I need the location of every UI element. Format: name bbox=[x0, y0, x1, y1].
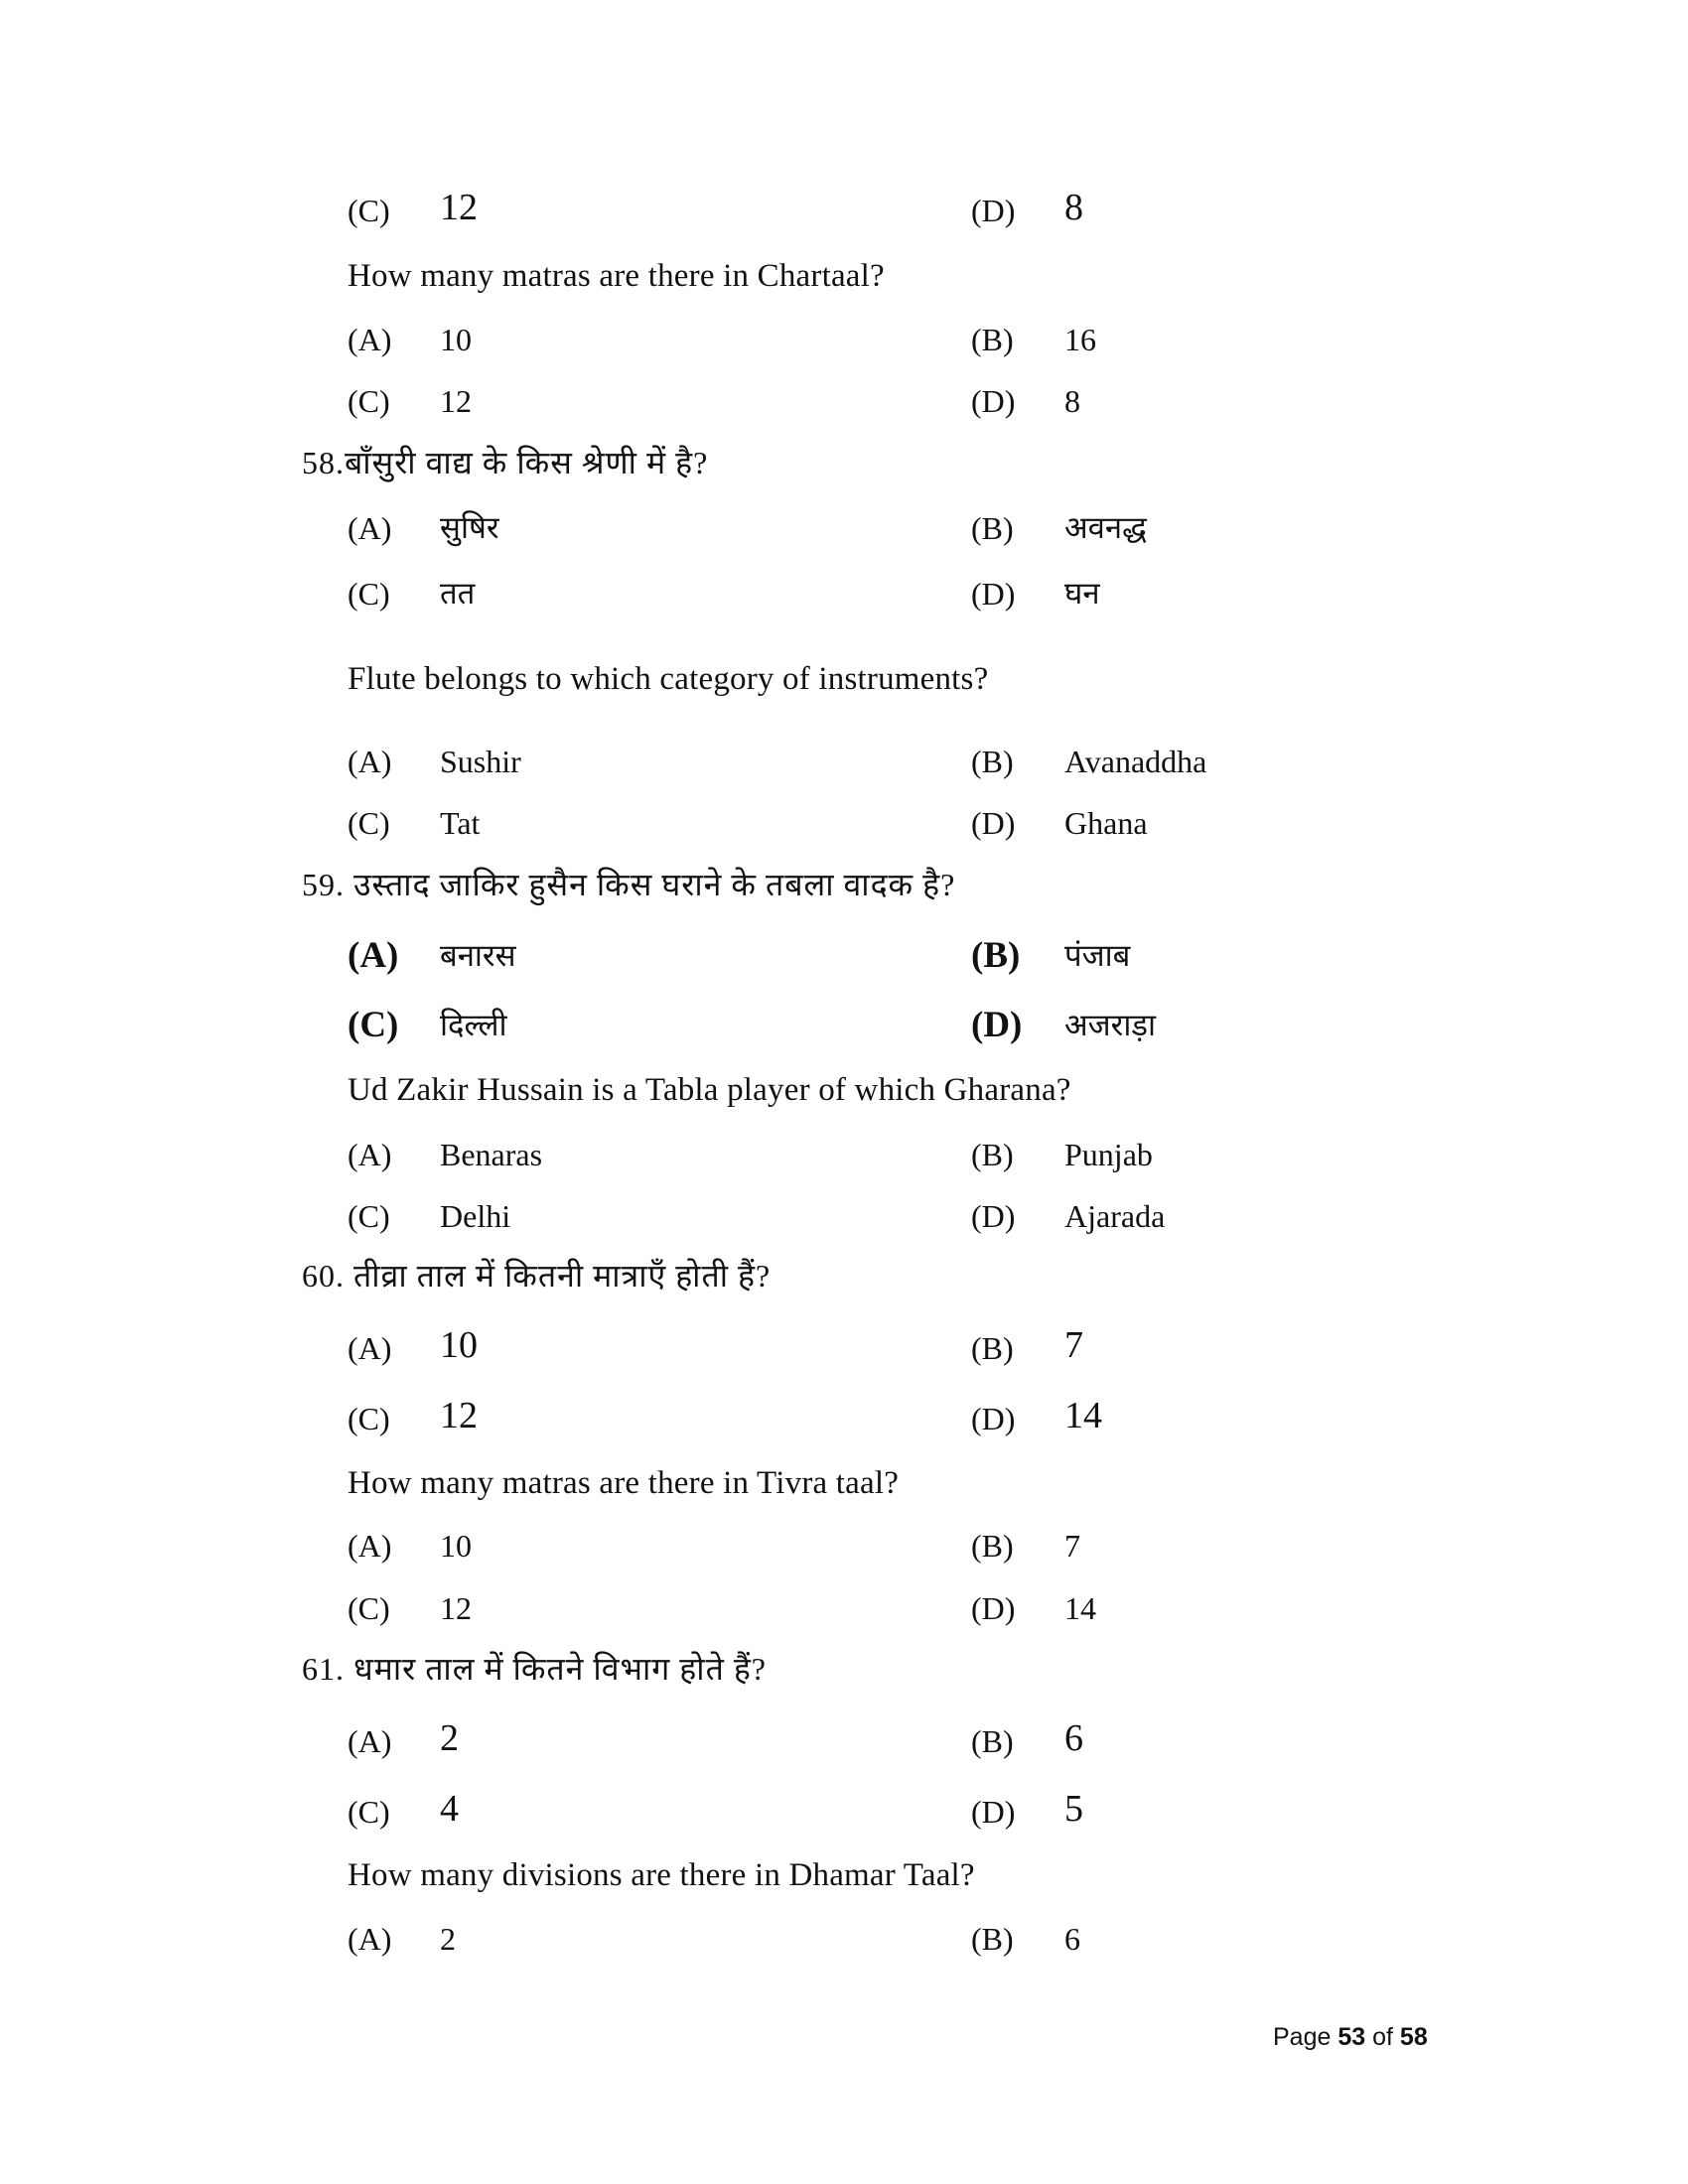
option-value: 8 bbox=[1064, 383, 1080, 419]
option-label: (A) bbox=[348, 1137, 392, 1172]
option-row bbox=[0, 807, 1688, 851]
option-label: (D) bbox=[971, 1005, 1023, 1045]
option-label: (A) bbox=[348, 1723, 392, 1759]
option-label: (C) bbox=[348, 1590, 390, 1626]
question-text-english: How many divisions are there in Dhamar Taal? bbox=[348, 1857, 975, 1893]
option-label: (A) bbox=[348, 510, 392, 546]
option-value: 7 bbox=[1064, 1324, 1083, 1366]
option-label: (C) bbox=[348, 1005, 399, 1045]
option-label: (D) bbox=[971, 1590, 1016, 1626]
option-row bbox=[0, 324, 1688, 367]
question-text-hindi: 61. धमार ताल में कितने विभाग होते हैं? bbox=[302, 1651, 768, 1687]
option-value: 5 bbox=[1064, 1788, 1083, 1830]
option-value: 10 bbox=[440, 1324, 478, 1366]
option-label: (B) bbox=[971, 322, 1014, 357]
option-value: अजराड़ा bbox=[1064, 1008, 1157, 1042]
option-value: Delhi bbox=[440, 1198, 511, 1234]
option-row bbox=[0, 578, 1688, 621]
question-text-english: How many matras are there in Chartaal? bbox=[348, 258, 885, 294]
option-value: 12 bbox=[440, 187, 478, 228]
option-label: (C) bbox=[348, 383, 390, 419]
option-label: (A) bbox=[348, 1528, 392, 1564]
option-value: 6 bbox=[1064, 1717, 1083, 1759]
option-label: (D) bbox=[971, 1198, 1016, 1234]
option-value: 14 bbox=[1064, 1395, 1102, 1436]
page-footer bbox=[1273, 2023, 1428, 2052]
option-row bbox=[0, 1395, 1688, 1444]
option-row bbox=[0, 512, 1688, 556]
option-value: 12 bbox=[440, 383, 472, 419]
option-label: (A) bbox=[348, 935, 399, 976]
option-label: (C) bbox=[348, 193, 390, 228]
question-text-hindi: 60. तीव्रा ताल में कितनी मात्राएँ होती हैं? bbox=[302, 1258, 772, 1294]
option-row bbox=[0, 1717, 1688, 1767]
option-row bbox=[0, 1788, 1688, 1838]
footer-of: of bbox=[1372, 2023, 1393, 2051]
option-value: Sushir bbox=[440, 744, 521, 779]
option-row bbox=[0, 746, 1688, 789]
option-value: Avanaddha bbox=[1064, 744, 1207, 779]
total-page-count: 58 bbox=[1399, 2023, 1428, 2051]
option-row bbox=[0, 385, 1688, 429]
current-page-number: 53 bbox=[1337, 2023, 1366, 2051]
option-value: 6 bbox=[1064, 1921, 1080, 1957]
option-value: 10 bbox=[440, 322, 472, 357]
option-value: Ajarada bbox=[1064, 1198, 1166, 1234]
option-value: 14 bbox=[1064, 1590, 1096, 1626]
footer-prefix: Page bbox=[1273, 2023, 1332, 2051]
option-value: दिल्ली bbox=[440, 1008, 507, 1042]
option-label: (C) bbox=[348, 576, 390, 612]
option-value: 4 bbox=[440, 1788, 459, 1830]
option-row bbox=[0, 1007, 1688, 1050]
question-text-hindi: 59. उस्ताद जाकिर हुसैन किस घराने के तबला वादक है? bbox=[302, 867, 956, 902]
option-value: 12 bbox=[440, 1590, 472, 1626]
question-text-english: Ud Zakir Hussain is a Tabla player of which Gharana? bbox=[348, 1072, 1071, 1108]
option-label: (A) bbox=[348, 744, 392, 779]
option-row bbox=[0, 1139, 1688, 1182]
option-value: 7 bbox=[1064, 1528, 1080, 1564]
option-label: (B) bbox=[971, 1921, 1014, 1957]
option-value: Ghana bbox=[1064, 805, 1148, 841]
option-label: (D) bbox=[971, 383, 1016, 419]
option-label: (B) bbox=[971, 1137, 1014, 1172]
option-value: 12 bbox=[440, 1395, 478, 1436]
option-value: अवनद्ध bbox=[1064, 510, 1147, 545]
option-label: (C) bbox=[348, 805, 390, 841]
option-label: (C) bbox=[348, 1198, 390, 1234]
option-value: 16 bbox=[1064, 322, 1096, 357]
option-label: (A) bbox=[348, 1921, 392, 1957]
option-label: (D) bbox=[971, 193, 1016, 228]
option-row bbox=[0, 937, 1688, 981]
option-row bbox=[0, 1324, 1688, 1374]
option-label: (B) bbox=[971, 1723, 1014, 1759]
option-value: Benaras bbox=[440, 1137, 543, 1172]
option-value: घन bbox=[1064, 576, 1100, 611]
option-value: तत bbox=[440, 576, 476, 611]
option-label: (D) bbox=[971, 805, 1016, 841]
option-label: (C) bbox=[348, 1401, 390, 1436]
option-row bbox=[0, 187, 1688, 236]
option-value: बनारस bbox=[440, 938, 516, 973]
question-text-english: How many matras are there in Tivra taal? bbox=[348, 1465, 900, 1501]
option-label: (B) bbox=[971, 1330, 1014, 1366]
option-label: (D) bbox=[971, 1794, 1016, 1830]
option-label: (B) bbox=[971, 935, 1021, 976]
option-value: पंजाब bbox=[1064, 938, 1131, 973]
option-value: 2 bbox=[440, 1717, 459, 1759]
option-row bbox=[0, 1592, 1688, 1636]
option-label: (D) bbox=[971, 576, 1016, 612]
option-label: (D) bbox=[971, 1401, 1016, 1436]
question-text-english: Flute belongs to which category of instruments? bbox=[348, 661, 989, 697]
option-row bbox=[0, 1923, 1688, 1967]
option-label: (C) bbox=[348, 1794, 390, 1830]
option-row bbox=[0, 1200, 1688, 1244]
option-row bbox=[0, 1530, 1688, 1573]
option-label: (B) bbox=[971, 1528, 1014, 1564]
question-text-hindi: 58.बाँसुरी वाद्य के किस श्रेणी में है? bbox=[302, 445, 709, 480]
option-value: 8 bbox=[1064, 187, 1083, 228]
option-label: (B) bbox=[971, 510, 1014, 546]
option-value: Punjab bbox=[1064, 1137, 1153, 1172]
option-label: (B) bbox=[971, 744, 1014, 779]
option-value: 10 bbox=[440, 1528, 472, 1564]
option-value: सुषिर bbox=[440, 510, 499, 545]
option-label: (A) bbox=[348, 322, 392, 357]
option-value: 2 bbox=[440, 1921, 456, 1957]
option-label: (A) bbox=[348, 1330, 392, 1366]
option-value: Tat bbox=[440, 805, 481, 841]
